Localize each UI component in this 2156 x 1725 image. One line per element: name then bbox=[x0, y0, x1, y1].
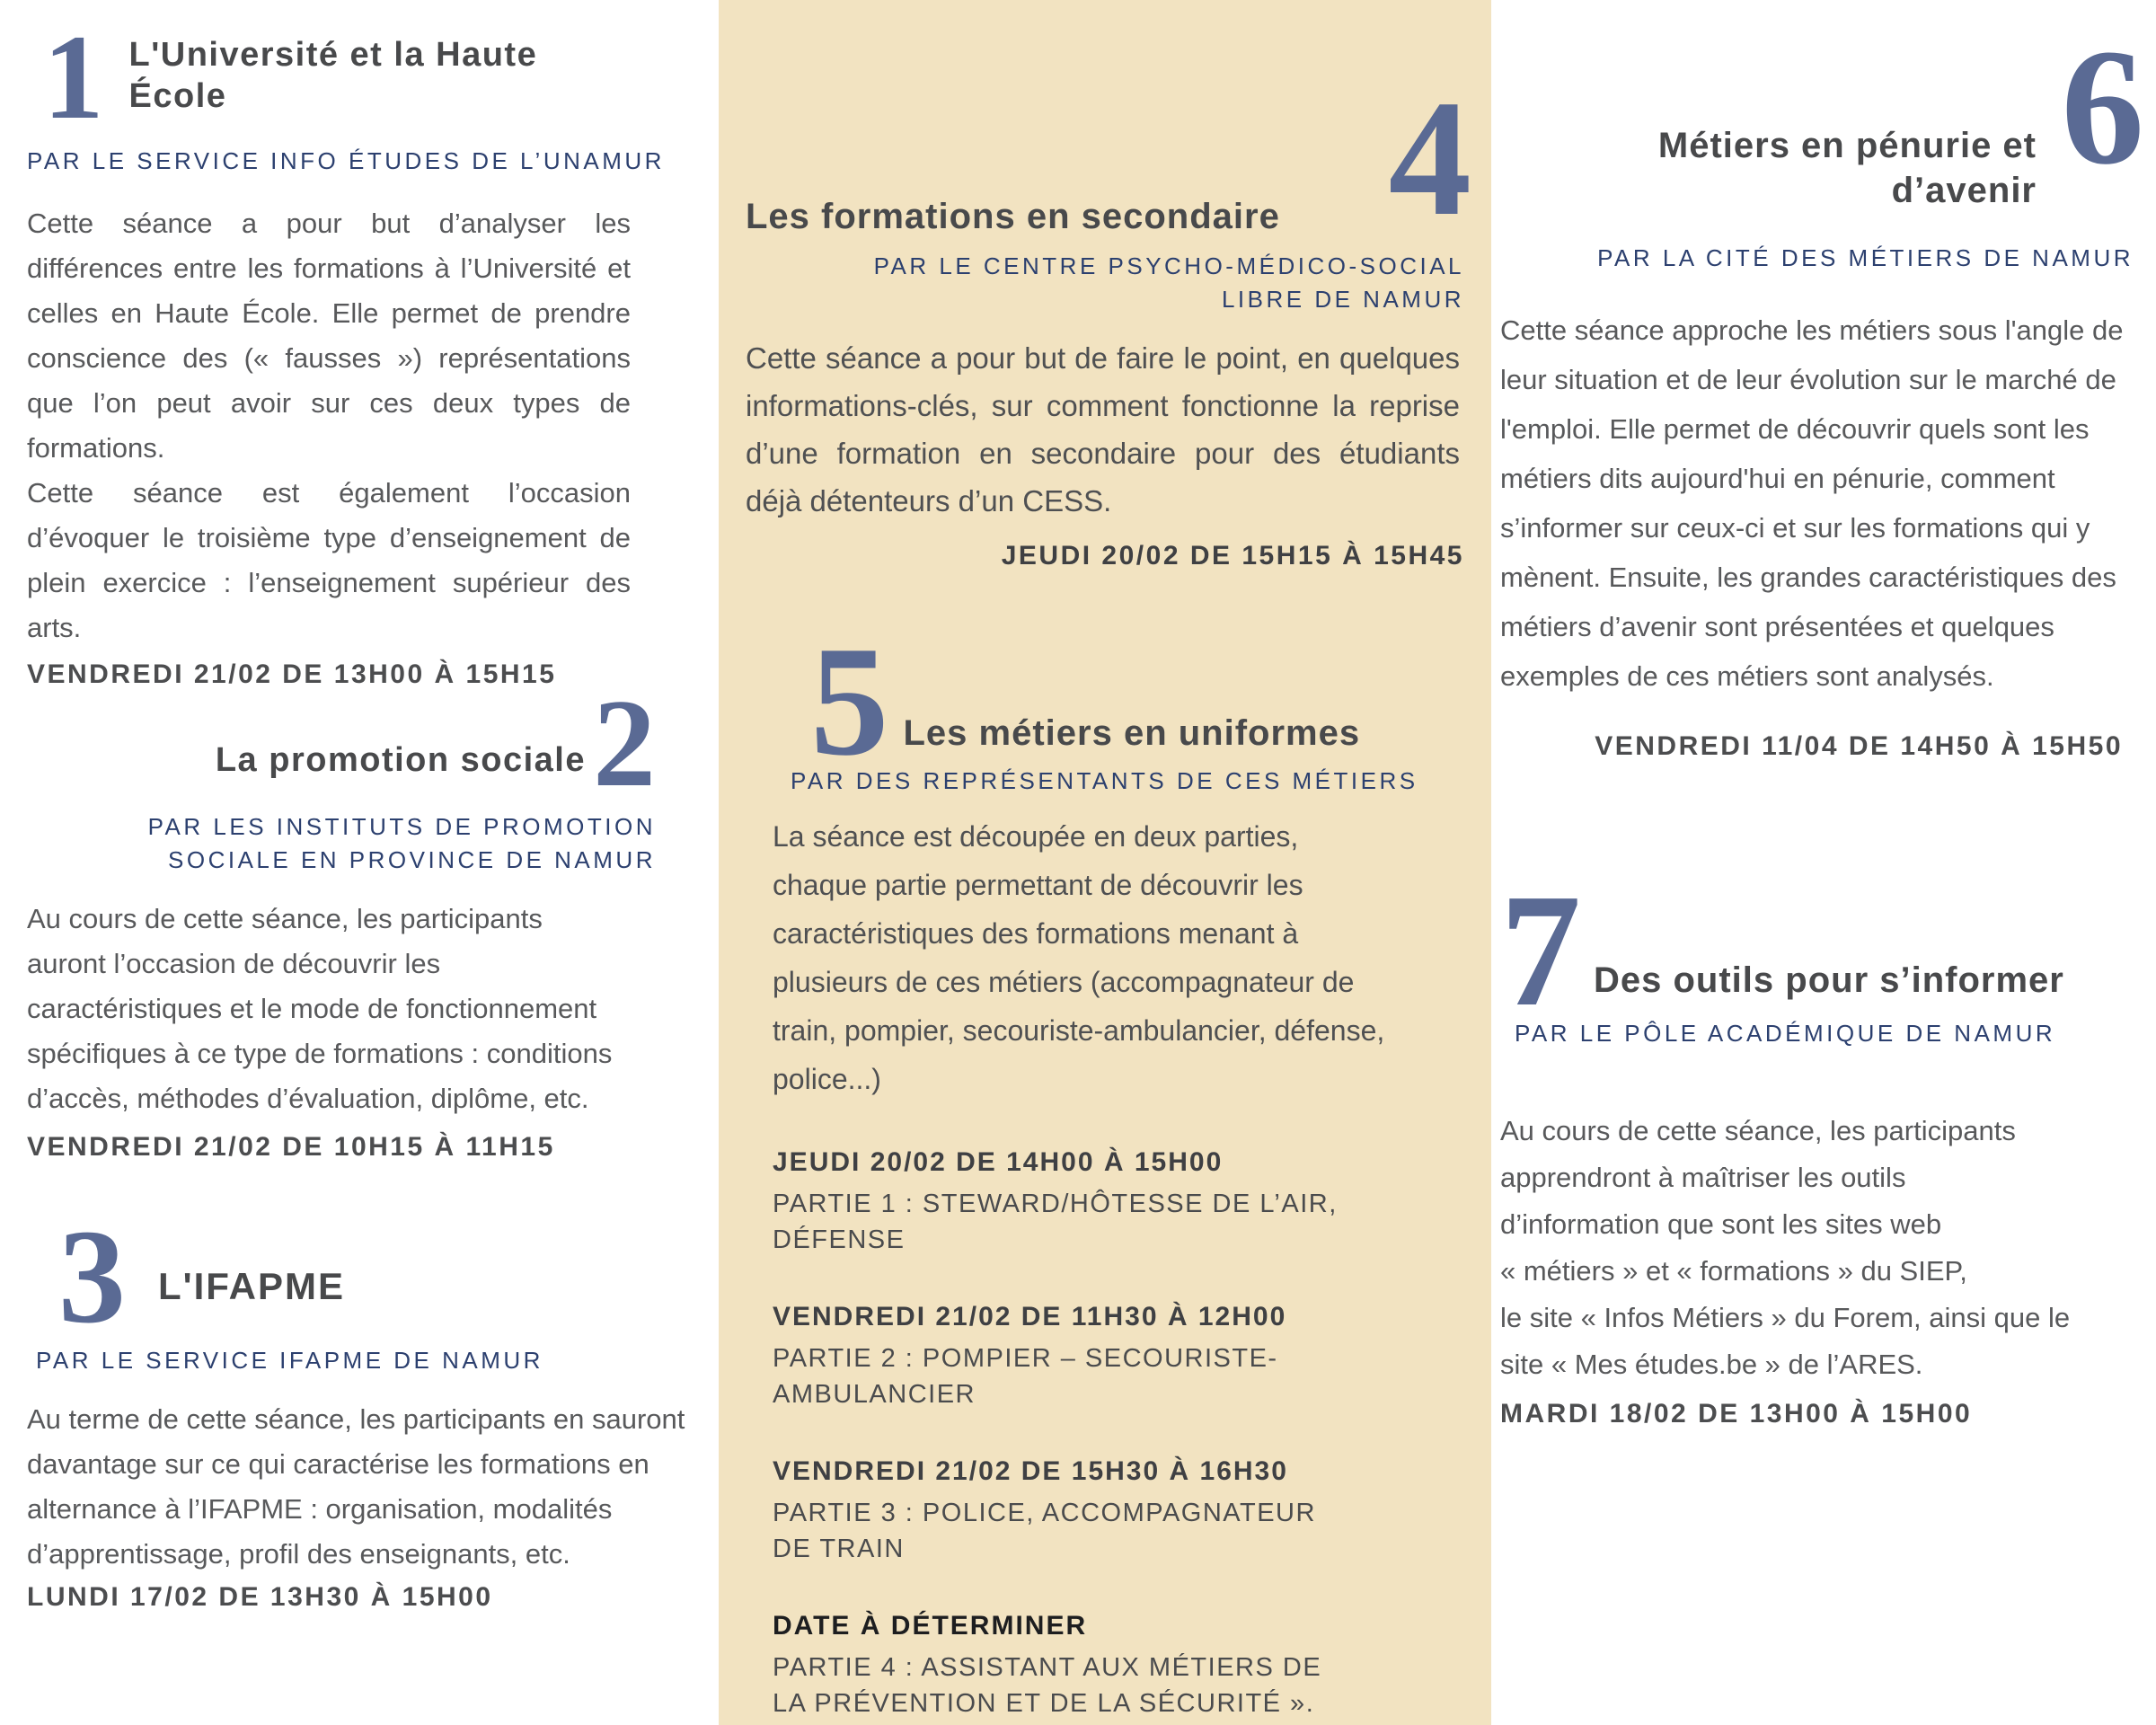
session-4-presenter: PAR LE CENTRE PSYCHO-MÉDICO-SOCIAL LIBRE DE NAMUR bbox=[873, 252, 1464, 313]
session-3 bbox=[27, 1202, 692, 1613]
session-5-presenter: PAR DES REPRÉSENTANTS DE CES MÉTIERS bbox=[791, 766, 1418, 794]
session-2-presenter: PAR LES INSTITUTS DE PROMOTION SOCIALE EN PROVINCE DE NAMUR bbox=[147, 813, 656, 873]
column-middle bbox=[746, 0, 1471, 1725]
session-5-part-2-label: PARTIE 2 : POMPIER – SECOURISTE-AMBULANCIER bbox=[773, 1343, 1278, 1409]
session-4-number: 4 bbox=[1388, 66, 1471, 251]
session-6-description-paragraph: Cette séance approche les métiers sous l'angle de leur situation et de leur évolution sur le marché de l'emploi. Elle permet de découvrir quels sont les métiers dits aujourd'hui en pénurie, comment s’informer sur ceux-ci et sur les formations qui y mènent. Ensuite, les grandes caractéristiques des métiers d’avenir sont présentées et quelques exemples de ces métiers sont analysés. bbox=[1500, 314, 2124, 692]
session-7 bbox=[1500, 861, 2134, 1429]
session-6-presenter: PAR LA CITÉ DES MÉTIERS DE NAMUR bbox=[1597, 244, 2134, 271]
session-1-number: 1 bbox=[43, 11, 104, 145]
session-3-date: LUNDI 17/02 DE 13H30 À 15H00 bbox=[27, 1581, 493, 1612]
column-left bbox=[27, 0, 692, 1725]
session-2-date: VENDREDI 21/02 DE 10H15 À 11H15 bbox=[27, 1132, 555, 1162]
session-6-number: 6 bbox=[2061, 15, 2144, 199]
session-3-description-paragraph: Au terme de cette séance, les participants en sauront davantage sur ce qui caractérise les formations en alternance à l’IFAPME : organisation, modalités d’apprentissage, profil des enseignants, etc. bbox=[27, 1402, 685, 1570]
session-1-presenter: PAR LE SERVICE INFO ÉTUDES DE L’UNAMUR bbox=[27, 146, 665, 174]
session-2-title: La promotion sociale bbox=[215, 741, 586, 779]
session-7-number: 7 bbox=[1500, 861, 1581, 1039]
session-7-description-line: site « Mes études.be » de l’ARES. bbox=[1500, 1349, 1923, 1381]
session-7-description-line: d’information que sont les sites web bbox=[1500, 1208, 1942, 1241]
session-1-header bbox=[43, 11, 692, 145]
session-5-part-1-date: JEUDI 20/02 DE 14H00 À 15H00 bbox=[773, 1146, 1224, 1177]
session-5-number: 5 bbox=[810, 614, 889, 788]
session-7-description-line: Au cours de cette séance, les participants bbox=[1500, 1115, 2016, 1147]
session-4-description-paragraph: Cette séance a pour but de faire le point, en quelques informations-clés, sur comment fonctionne la reprise d’une formation en secondaire pour des étudiants déjà détenteurs d’un CESS. bbox=[746, 341, 1460, 518]
session-5-part-1-label: PARTIE 1 : STEWARD/HÔTESSE DE L’AIR, DÉFENSE bbox=[773, 1189, 1338, 1254]
session-2-number: 2 bbox=[593, 674, 656, 813]
session-6-date: VENDREDI 11/04 DE 14H50 À 15H50 bbox=[1595, 731, 2123, 761]
session-7-description bbox=[1500, 1108, 2134, 1388]
column-right bbox=[1500, 0, 2144, 1725]
session-1-title: L'Université et la Haute École bbox=[128, 36, 538, 115]
session-7-description-line: apprendront à maîtriser les outils bbox=[1500, 1162, 1906, 1194]
session-5-part-2-date: VENDREDI 21/02 DE 11H30 À 12H00 bbox=[773, 1301, 1287, 1331]
session-7-presenter: PAR LE PÔLE ACADÉMIQUE DE NAMUR bbox=[1515, 1020, 2056, 1048]
session-5-part-3-label: PARTIE 3 : POLICE, ACCOMPAGNATEUR DE TRAIN bbox=[773, 1498, 1316, 1563]
session-4-header bbox=[746, 66, 1471, 251]
session-5-description-paragraph: La séance est découpée en deux parties, chaque partie permettant de découvrir les caractéristiques des formations menant à plusieurs de ces métiers (accompagnateur de train, pompier, secouriste-ambulancier, défense, police...) bbox=[773, 819, 1385, 1095]
session-3-number: 3 bbox=[58, 1202, 126, 1351]
session-6 bbox=[1500, 15, 2144, 762]
session-1-description-paragraph: Cette séance a pour but d’analyser les différences entre les formations à l’Université et celles en Haute École. Elle permet de prendre conscience des (« fausses ») représentations que l’on peut avoir sur ces deux types de formations. bbox=[27, 207, 631, 464]
session-5-title: Les métiers en uniformes bbox=[903, 712, 1361, 753]
session-7-description-line: le site « Infos Métiers » du Forem, ainsi que le bbox=[1500, 1302, 2071, 1334]
session-4-date: JEUDI 20/02 DE 15H15 À 15H45 bbox=[1001, 541, 1464, 571]
session-5-part-4 bbox=[773, 1608, 1464, 1721]
session-7-title: Des outils pour s’informer bbox=[1594, 960, 2064, 1001]
session-6-title: Métiers en pénurie et d’avenir bbox=[1657, 126, 2037, 210]
session-5-part-3-date: VENDREDI 21/02 DE 15H30 À 16H30 bbox=[773, 1455, 1288, 1486]
session-5-part-1 bbox=[773, 1145, 1464, 1258]
session-2-description-paragraph: Au cours de cette séance, les participants auront l’occasion de découvrir les caractéristiques et le mode de fonctionnement spécifiques à ce type de formations : conditions d’accès, méthodes d’évaluation, diplôme, etc. bbox=[27, 903, 613, 1114]
session-5-part-4-label: PARTIE 4 : ASSISTANT AUX MÉTIERS DE LA PRÉVENTION ET DE LA SÉCURITÉ ». bbox=[773, 1652, 1322, 1718]
session-1-description-paragraph: Cette séance est également l’occasion d’évoquer le troisième type d’enseignement de plein exercice : l’enseignement supérieur des arts. bbox=[27, 476, 631, 643]
session-7-description-line: « métiers » et « formations » du SIEP, bbox=[1500, 1255, 1967, 1287]
session-5-schedule bbox=[773, 1145, 1464, 1721]
session-5 bbox=[746, 614, 1464, 1721]
session-7-date: MARDI 18/02 DE 13H00 À 15H00 bbox=[1500, 1399, 1973, 1429]
session-1-date: VENDREDI 21/02 DE 13H00 À 15H15 bbox=[27, 659, 557, 689]
session-3-presenter: PAR LE SERVICE IFAPME DE NAMUR bbox=[36, 1346, 543, 1374]
session-5-part-2 bbox=[773, 1299, 1464, 1412]
session-1 bbox=[27, 11, 692, 690]
session-5-part-3 bbox=[773, 1454, 1464, 1567]
session-4 bbox=[746, 66, 1471, 571]
session-3-header bbox=[58, 1202, 692, 1351]
session-3-title: L'IFAPME bbox=[158, 1264, 345, 1307]
session-4-title: Les formations en secondaire bbox=[746, 197, 1280, 236]
session-5-part-4-date: DATE À DÉTERMINER bbox=[773, 1610, 1088, 1641]
